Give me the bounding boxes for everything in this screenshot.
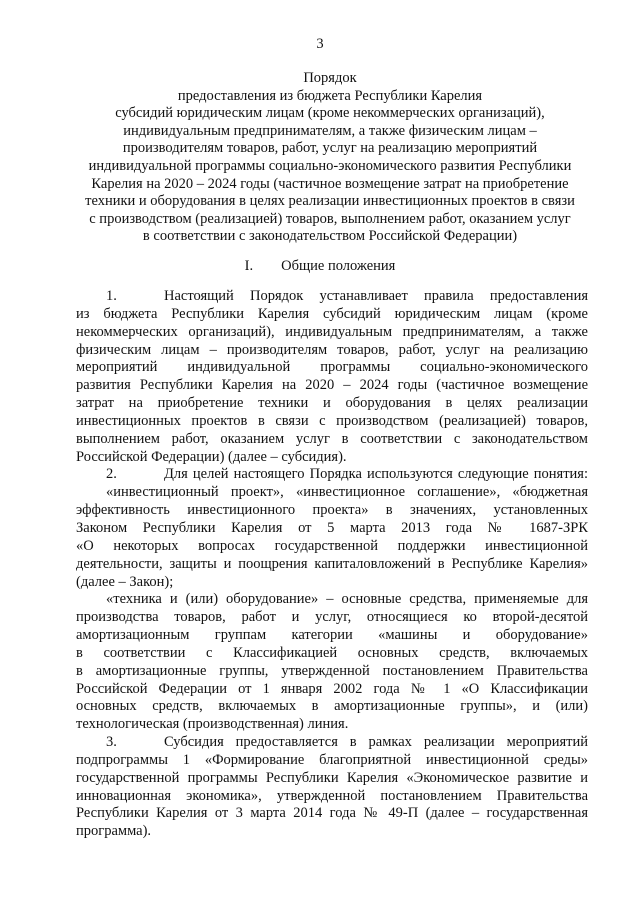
paragraph-line: «техника и (или) оборудование» – основные средства, применяемые для [106,591,588,608]
title-line: индивидуальной программы социально-экономического развития Республики [88,157,572,174]
paragraph-line: государственной программы Республики Карелия «Экономическое развитие и [76,769,588,786]
paragraph-line: в амортизационные группы, утвержденной постановлением Правительства [76,662,588,679]
paragraph-text: Субсидия предоставляется в рамках реализации мероприятий [164,734,588,751]
paragraph-line: производства товаров, работ и услуг, относящиеся ко второй-десятой [76,609,588,626]
paragraph-line [76,734,588,752]
paragraph-number: 3. [106,734,117,751]
title-line: в соответствии с законодательством Российской Федерации) [142,228,518,245]
title-line: субсидий юридическим лицам (кроме некоммерческих организаций), [115,105,545,122]
paragraph-line: эффективность инвестиционного проекта» в значениях, установленных [76,502,588,519]
paragraph-line: некоммерческих организаций), индивидуальным предпринимателям, а также [76,323,588,340]
paragraph-text: Настоящий Порядок устанавливает правила предоставления [164,288,588,304]
paragraph-line: из бюджета Республики Карелия субсидий юридическим лицам (кроме [76,305,588,322]
paragraph-number: 1. [106,288,117,304]
paragraph-line: амортизационным группам категории «машины и оборудование» [76,627,588,644]
paragraph-line: (далее – Закон); [76,573,174,590]
paragraph-line: Республики Карелия от 3 марта 2014 года № 49-П (далее – государственная [76,805,588,822]
paragraph-line: инвестиционных проектов в связи с производством (реализацией) товаров, [76,412,588,429]
paragraph-line: деятельности, защиты и поощрения капиталовложений в Республике Карелия» [76,555,588,572]
section-number: I. [244,258,254,274]
paragraph-line: подпрограммы 1 «Формирование благоприятной инвестиционной среды» [76,751,588,768]
paragraph-text: Для целей настоящего Порядка используются следующие понятия: [164,466,588,483]
paragraph-line: затрат на приобретение техники и оборудования в целях реализации [76,395,588,412]
paragraph-line: выполнением работ, оказанием услуг в соответствии с законодательством [76,430,588,447]
title-line: Порядок [303,70,357,86]
document-body [76,288,588,841]
title-line: техники и оборудования в целях реализации инвестиционных проектов в связи [85,193,575,210]
document-title [62,70,598,246]
paragraph-line: Российской Федерации) (далее – субсидия). [76,448,347,465]
paragraph-line: мероприятий индивидуальной программы социально-экономического [76,359,588,376]
page-number: 3 [316,36,324,52]
title-line: с производством (реализацией) товаров, выполнением работ, оказанием услуг [89,210,571,227]
title-line: Карелия на 2020 – 2024 годы (частичное возмещение затрат на приобретение [91,175,569,192]
section-title: Общие положения [281,258,396,274]
title-line: индивидуальным предпринимателям, а также физическим лицам – [123,122,537,139]
paragraph-line: Законом Республики Карелия от 5 марта 2013 года № 1687-ЗРК [76,519,588,536]
paragraph-line: «О некоторых вопросах государственной поддержки инвестиционной [76,537,588,554]
paragraph-line: Российской Федерации от 1 января 2002 года № 1 «О Классификации [76,680,588,697]
title-line: производителям товаров, работ, услуг на реализацию мероприятий [122,140,538,157]
paragraph-line: в соответствии с Классификацией основных средств, включаемых [76,644,588,661]
title-line: предоставления из бюджета Республики Карелия [177,87,483,104]
paragraph-line: основных средств, включаемых в амортизационные группы», и (или) [76,698,588,715]
paragraph-line [76,288,588,306]
section-heading [0,258,640,275]
paragraph-line: инновационная экономика», утвержденной постановлением Правительства [76,787,588,804]
paragraph-line: технологическая (производственная) линия. [76,716,349,733]
paragraph-line: физическим лицам – производителям товаров, работ, услуг на реализацию [76,341,588,358]
paragraph-line [76,466,588,484]
paragraph-line: развития Республики Карелия на 2020 – 2024 годы (частичное возмещение [76,377,588,394]
paragraph-number: 2. [106,466,117,483]
paragraph-line: «инвестиционный проект», «инвестиционное соглашение», «бюджетная [106,484,588,501]
paragraph-line: программа). [76,823,152,840]
